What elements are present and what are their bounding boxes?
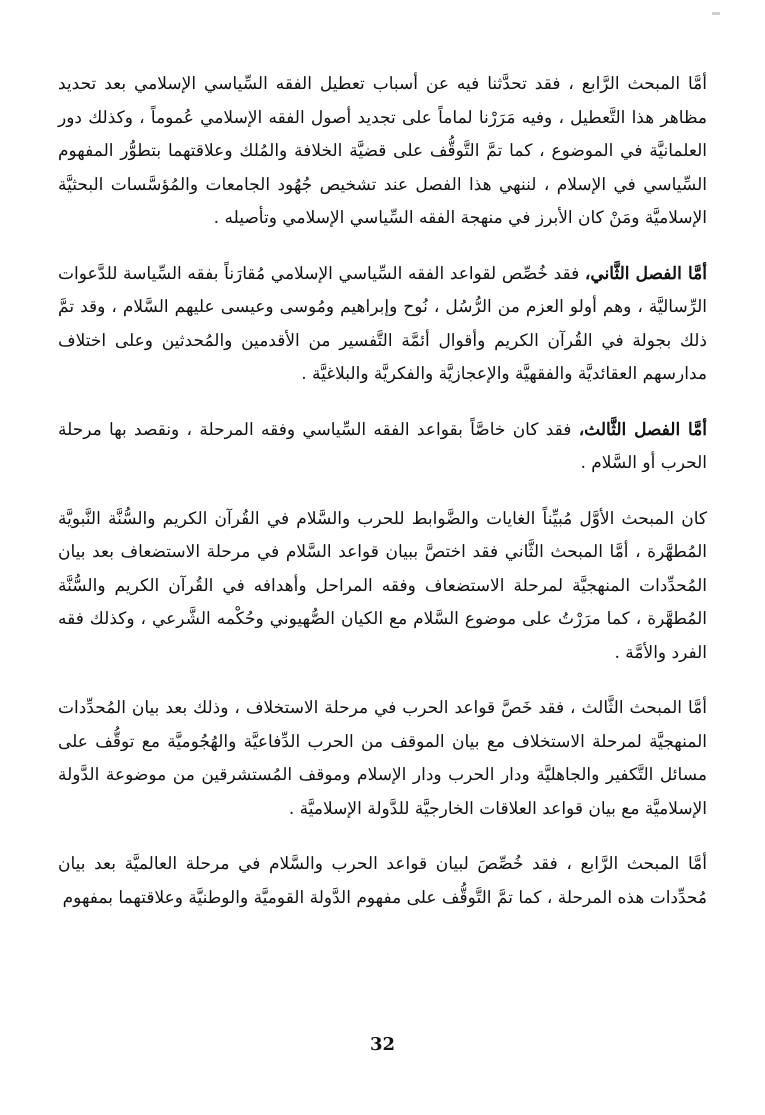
paragraph-lead: أمَّا الفصل الثَّاني، (584, 263, 707, 284)
scan-mark (712, 12, 720, 15)
paragraph-2 (58, 258, 707, 392)
paragraph-text: كان المبحث الأوَّل مُبيِّناً الغايات والضَّوابط للحرب والسَّلام في القُرآن الكريم والسُّنَّة النَّبويَّة المُطهَّرة ، أمَّا المبحث الثَّاني فقد اختصَّ ببيان قواعد السَّلام في مرحلة الاستضعاف بعد بيان المُحدِّدات المنهجيَّة لمرحلة الاستضعاف وفقه المراحل وأهدافه في القُرآن الكريم والسُّنَّة المُطهَّرة ، كما مرَرْتُ على موضوع السَّلام مع الكيان الصُّهيوني وحُكْمه الشَّرعي ، وكذلك فقه الفرد والأمَّة . (58, 508, 707, 663)
paragraph-text: أمَّا المبحث الرَّابع ، فقد خُصِّصَ لبيان قواعد الحرب والسَّلام في مرحلة العالميَّة بعد بيان مُحدِّدات هذه المرحلة ، كما تمَّ التَّوقُّف على مفهوم الدَّولة القوميَّة والوطنيَّة وعلاقتهما بمفهوم (58, 854, 707, 908)
paragraph-1 (58, 68, 707, 236)
paragraph-6 (58, 848, 707, 915)
paragraph-lead: أمَّا الفصل الثَّالث، (578, 419, 707, 440)
paragraph-3 (58, 414, 707, 481)
paragraph-text: فقد خُصِّص لقواعد الفقه السِّياسي الإسلامي مُقارَناً بفقه السِّياسة للدَّعوات الرِّساليَّة ، وهم أولو العزم من الرُّسُل ، نُوح وإبراهيم ومُوسى وعيسى عليهم السَّلام ، وقد تمَّ ذلك بجولة في القُرآن الكريم وأقوال أئمَّة التَّفسير من الأقدمين والمُحدثين وعلى اختلاف مدارسهم العقائديَّة والفقهيَّة والإعجازيَّة والفكريَّة والبلاغيَّة . (58, 263, 707, 384)
paragraph-text: أمَّا المبحث الرَّابع ، فقد تحدَّثنا فيه عن أسباب تعطيل الفقه السِّياسي الإسلامي بعد تحديد مظاهر هذا التَّعطيل ، وفيه مَرَرْنا لماماً على تجديد أصول الفقه الإسلامي عُموماً ، وكذلك دور العلمانيَّة في الموضوع ، كما تمَّ التَّوقُّف على قضيَّة الخلافة والمُلك وعلاقتهما بتطوُّر المفهوم السِّياسي في الإسلام ، لننهي هذا الفصل عند تشخيص جُهُود الجامعات والمُؤسَّسات البحثيَّة الإسلاميَّة ومَنْ كان الأبرز في منهجة الفقه السِّياسي الإسلامي وتأصيله . (58, 74, 707, 228)
paragraph-text: أمَّا المبحث الثَّالث ، فقد خَصَّ قواعد الحرب في مرحلة الاستخلاف ، وذلك بعد بيان المُحدِّدات المنهجيَّة لمرحلة الاستخلاف مع بيان الموقف من الحرب الدِّفاعيَّة والهُجُوميَّة مع توقُّف على مسائل التَّكفير والجاهليَّة ودار الحرب ودار الإسلام وموقف المُستشرقين من موضوعة الدَّولة الإسلاميَّة مع بيان قواعد العلاقات الخارجيَّة للدَّولة الإسلاميَّة . (58, 698, 707, 819)
paragraph-4 (58, 503, 707, 671)
page-number: 32 (369, 1034, 396, 1055)
paragraph-text: فقد كان خاصَّاً بقواعد الفقه السِّياسي وفقه المرحلة ، ونقصد بها مرحلة الحرب أو السَّلام . (58, 419, 707, 473)
paragraph-5 (58, 692, 707, 826)
